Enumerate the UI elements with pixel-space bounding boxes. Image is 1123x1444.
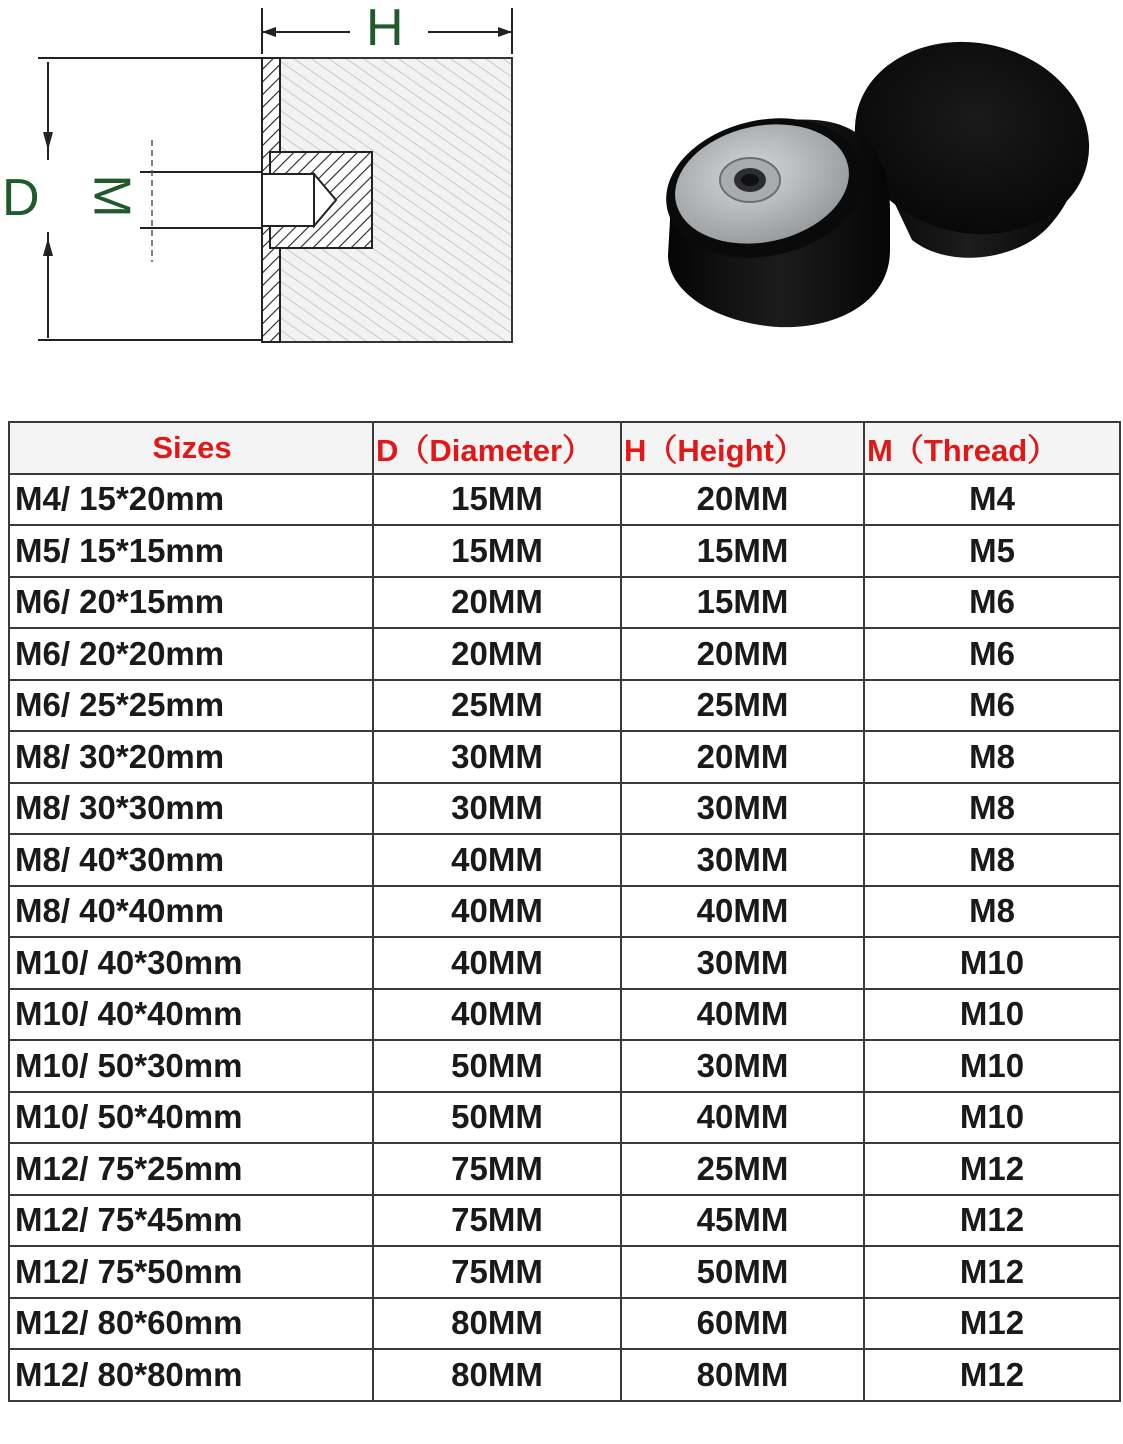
cell-height: 25MM [621,1143,864,1195]
header-height: H（Height） [621,422,864,474]
cell-diameter: 40MM [373,886,621,938]
cell-height: 30MM [621,937,864,989]
cell-thread: M6 [864,680,1120,732]
table-row [9,834,1120,886]
cell-height: 30MM [621,1040,864,1092]
cell-height: 25MM [621,680,864,732]
cell-height: 80MM [621,1349,864,1401]
cell-height: 60MM [621,1298,864,1350]
table-row [9,577,1120,629]
table-row [9,1298,1120,1350]
cell-thread: M4 [864,474,1120,526]
cell-thread: M5 [864,525,1120,577]
cell-thread: M10 [864,1040,1120,1092]
cell-height: 40MM [621,886,864,938]
thread-label: M [82,174,141,218]
cell-height: 40MM [621,1092,864,1144]
cell-height: 30MM [621,783,864,835]
cell-size: M8/ 30*30mm [9,783,373,835]
cell-thread: M8 [864,731,1120,783]
header-sizes: Sizes [9,422,373,474]
cell-thread: M12 [864,1298,1120,1350]
height-label: H [366,0,404,57]
cell-thread: M12 [864,1349,1120,1401]
table-row [9,886,1120,938]
cell-size: M12/ 80*60mm [9,1298,373,1350]
cell-thread: M12 [864,1246,1120,1298]
cell-height: 20MM [621,628,864,680]
cell-size: M10/ 40*40mm [9,989,373,1041]
table-row [9,628,1120,680]
cell-diameter: 50MM [373,1040,621,1092]
cell-diameter: 30MM [373,783,621,835]
cell-diameter: 30MM [373,731,621,783]
cell-thread: M8 [864,783,1120,835]
cell-size: M8/ 40*30mm [9,834,373,886]
cell-size: M10/ 40*30mm [9,937,373,989]
cell-height: 50MM [621,1246,864,1298]
cell-height: 40MM [621,989,864,1041]
cell-size: M12/ 75*50mm [9,1246,373,1298]
cell-diameter: 40MM [373,834,621,886]
cell-size: M10/ 50*40mm [9,1092,373,1144]
table-header-row [9,422,1120,474]
cell-size: M6/ 25*25mm [9,680,373,732]
cell-height: 20MM [621,474,864,526]
cell-diameter: 20MM [373,577,621,629]
cell-thread: M10 [864,1092,1120,1144]
cell-diameter: 15MM [373,474,621,526]
cell-size: M8/ 40*40mm [9,886,373,938]
table-row [9,1246,1120,1298]
cell-thread: M12 [864,1195,1120,1247]
table-row [9,1040,1120,1092]
cell-size: M8/ 30*20mm [9,731,373,783]
cell-height: 20MM [621,731,864,783]
cell-thread: M6 [864,628,1120,680]
table-row [9,1092,1120,1144]
cell-thread: M8 [864,886,1120,938]
cell-size: M12/ 75*45mm [9,1195,373,1247]
cell-thread: M6 [864,577,1120,629]
rubber-mount-illustration [650,20,1110,350]
cell-diameter: 75MM [373,1143,621,1195]
table-row [9,680,1120,732]
cell-size: M12/ 80*80mm [9,1349,373,1401]
cell-size: M10/ 50*30mm [9,1040,373,1092]
cell-diameter: 75MM [373,1195,621,1247]
header-diameter: D（Diameter） [373,422,621,474]
cell-diameter: 20MM [373,628,621,680]
cell-size: M12/ 75*25mm [9,1143,373,1195]
cell-size: M6/ 20*15mm [9,577,373,629]
cell-thread: M10 [864,937,1120,989]
cell-height: 30MM [621,834,864,886]
cell-size: M4/ 15*20mm [9,474,373,526]
cell-diameter: 50MM [373,1092,621,1144]
table-row [9,474,1120,526]
cell-height: 15MM [621,577,864,629]
cell-diameter: 40MM [373,937,621,989]
product-photo [650,20,1110,350]
cell-thread: M12 [864,1143,1120,1195]
cell-thread: M10 [864,989,1120,1041]
cell-thread: M8 [864,834,1120,886]
dimension-diagram [0,0,540,360]
diameter-label: D [2,169,40,227]
table-row [9,783,1120,835]
cell-diameter: 15MM [373,525,621,577]
cell-size: M5/ 15*15mm [9,525,373,577]
cell-size: M6/ 20*20mm [9,628,373,680]
table-row [9,1143,1120,1195]
table-row [9,989,1120,1041]
cell-height: 45MM [621,1195,864,1247]
cell-diameter: 75MM [373,1246,621,1298]
table-row [9,937,1120,989]
table-row [9,1349,1120,1401]
cell-diameter: 25MM [373,680,621,732]
table-row [9,1195,1120,1247]
cell-diameter: 40MM [373,989,621,1041]
cell-height: 15MM [621,525,864,577]
cell-diameter: 80MM [373,1298,621,1350]
header-thread: M（Thread） [864,422,1120,474]
table-row [9,525,1120,577]
cross-section-drawing [0,0,540,360]
cell-diameter: 80MM [373,1349,621,1401]
table-row [9,731,1120,783]
size-spec-table [8,421,1121,1402]
